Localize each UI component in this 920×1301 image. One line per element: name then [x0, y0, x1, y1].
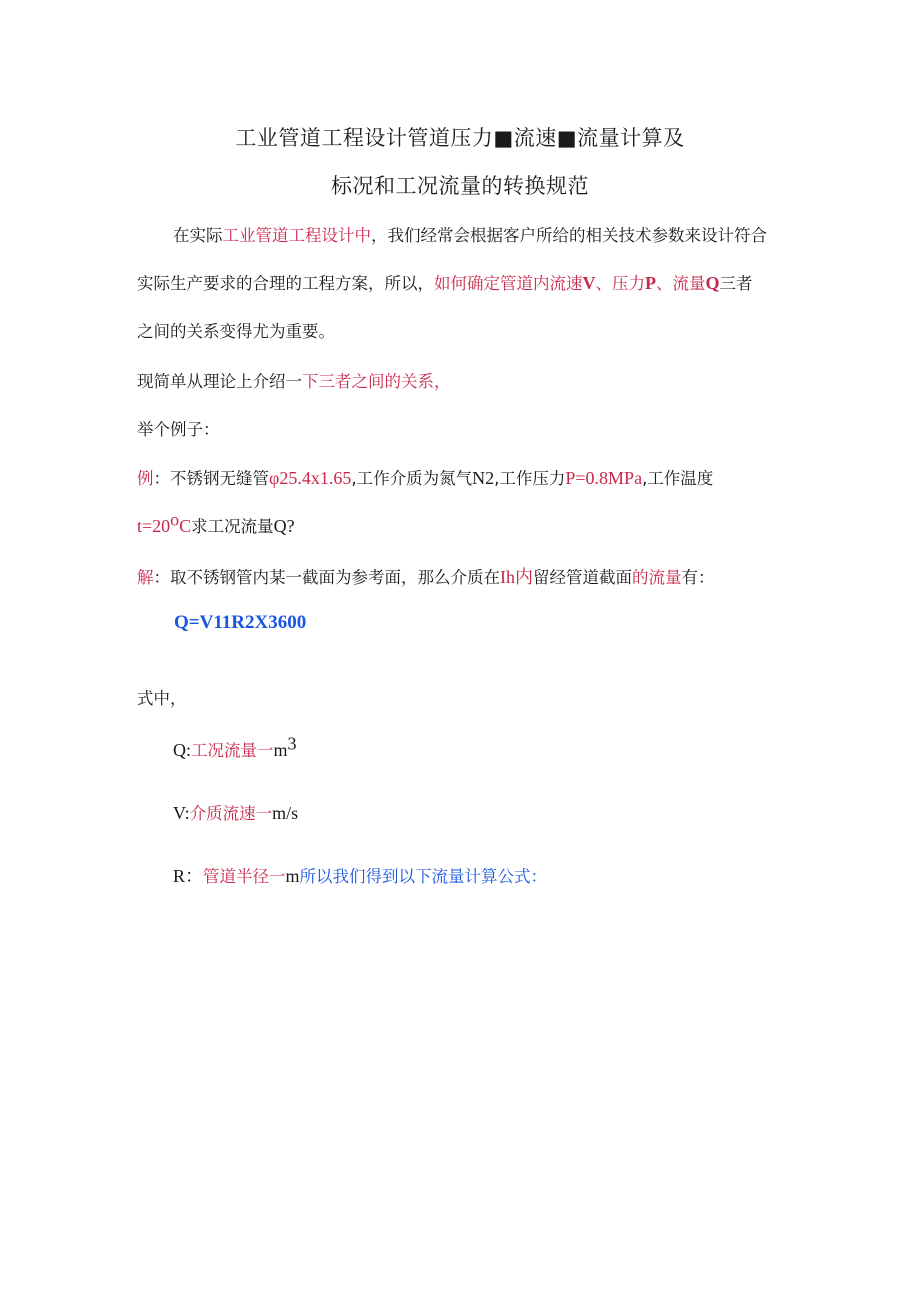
unit-exponent: 3: [287, 733, 297, 754]
degree-mark: o: [170, 509, 180, 530]
example-text: ：不锈钢无缝管: [153, 469, 269, 488]
variable-v: [173, 800, 298, 824]
example-text: 求工况流量: [191, 517, 274, 536]
solution-highlight: 的流量: [632, 568, 682, 587]
variable-r: [173, 862, 547, 888]
intro-highlight: 如何确: [434, 274, 484, 293]
intro-line-3: 之间的关系变得尤为重要。: [137, 322, 335, 341]
variable-description: 管道半径一: [203, 867, 286, 886]
intro-highlight: 、压力: [595, 274, 645, 293]
example-label: 例: [137, 469, 154, 488]
theory-text: 现简单从理论上介绍一: [137, 372, 302, 391]
pressure-value: P=0.8MPa: [565, 468, 643, 488]
solution-text: ：取不锈钢管内某一截面为参考面，那么介质在: [153, 568, 500, 587]
intro-text: 三者: [719, 274, 753, 293]
example-heading: 举个例子：: [137, 420, 220, 439]
variable-q: [173, 733, 297, 761]
example-line-2: [137, 509, 295, 537]
solution-label: 解: [137, 568, 154, 587]
document-title-line-2: 标况和工况流量的转换规范: [331, 174, 589, 198]
velocity-symbol: V: [582, 273, 596, 293]
variable-symbol: R：: [173, 866, 204, 886]
pressure-symbol: P: [645, 273, 656, 293]
intro-line-2: [137, 270, 753, 294]
example-text: ,工作温度: [642, 469, 714, 488]
intro-highlight: 、流量: [656, 274, 706, 293]
formula-intro-text: 所以我们得到以下流量计算公式：: [299, 867, 548, 886]
example-line-1: [137, 465, 713, 489]
intro-text: ，我们经常会根据客户所给的相关技术参数来设计符合: [371, 226, 767, 245]
flow-formula: Q=V11R2X3600: [174, 612, 307, 633]
intro-highlight: 定管道内流速: [483, 274, 583, 293]
where-label: 式中，: [137, 689, 187, 708]
solution-text: 有：: [681, 568, 715, 587]
theory-line: [137, 368, 451, 392]
variable-symbol: V:: [173, 803, 190, 823]
temperature-unit: C: [179, 516, 192, 536]
document-title-line-1: 工业管道工程设计管道压力■流速■流量计算及: [235, 126, 685, 150]
intro-highlight: 工业管道工程设计中: [222, 226, 371, 245]
variable-unit: m/s: [272, 803, 299, 823]
variable-description: 介质流速一: [189, 804, 273, 823]
example-text: ,工作介质为氮气: [351, 469, 473, 488]
variable-symbol: Q:: [173, 740, 191, 760]
intro-text: 在实际: [173, 226, 223, 245]
solution-text: 留经管道截面: [533, 568, 632, 587]
variable-description: 工况流量一: [191, 741, 274, 760]
question-symbol: Q?: [273, 516, 295, 536]
flow-symbol: Q: [705, 273, 720, 293]
intro-text: 实际生产要求的合理的工程方案，所以，: [137, 274, 434, 293]
theory-highlight: 下三者之间的关系，: [302, 372, 451, 391]
temperature-value: t=20: [137, 516, 171, 536]
example-text: ,工作压力: [494, 469, 566, 488]
time-span: Ih内: [500, 567, 533, 587]
intro-line-1: [173, 222, 767, 246]
variable-unit: m: [285, 866, 300, 886]
medium-formula: N2: [472, 468, 495, 488]
pipe-spec: φ25.4x1.65: [269, 468, 352, 488]
solution-line: [137, 563, 715, 589]
variable-unit: m: [273, 740, 288, 760]
